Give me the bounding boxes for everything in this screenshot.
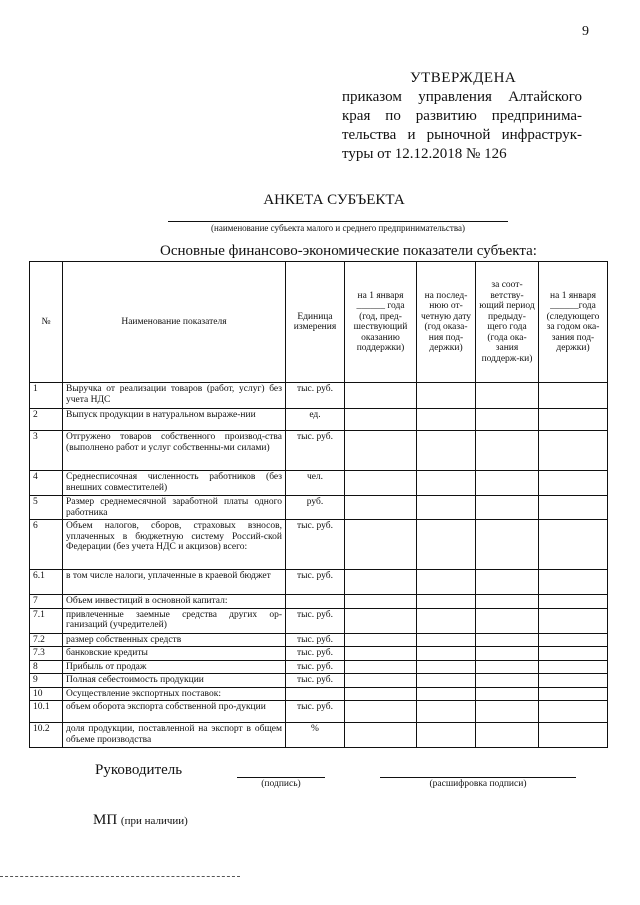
value-prev-year[interactable] xyxy=(345,723,417,748)
value-prev-period[interactable] xyxy=(476,701,539,723)
value-next-year[interactable] xyxy=(539,595,608,609)
table-row xyxy=(30,674,608,688)
row-number: 6.1 xyxy=(30,570,63,595)
subject-name-caption: (наименование субъекта малого и среднего предпринимательства) xyxy=(211,223,465,233)
value-prev-period[interactable] xyxy=(476,723,539,748)
row-number: 4 xyxy=(30,471,63,496)
value-prev-period[interactable] xyxy=(476,496,539,520)
value-prev-year[interactable] xyxy=(345,431,417,471)
table-row xyxy=(30,660,608,674)
table-heading: Основные финансово-экономические показатели субъекта: xyxy=(160,243,537,259)
table-row xyxy=(30,701,608,723)
indicator-unit: тыс. руб. xyxy=(286,674,345,688)
header-prev-year: на 1 января ______ года (год, пред-шествующий оказанию поддержки) xyxy=(345,262,417,383)
value-next-year[interactable] xyxy=(539,409,608,431)
indicator-name: Выпуск продукции в натуральном выраже-нии xyxy=(63,409,286,431)
table-row xyxy=(30,647,608,661)
value-prev-year[interactable] xyxy=(345,520,417,570)
value-prev-period[interactable] xyxy=(476,471,539,496)
header-num: № xyxy=(30,262,63,383)
value-prev-year[interactable] xyxy=(345,409,417,431)
indicator-unit: чел. xyxy=(286,471,345,496)
header-next-year: на 1 января ______года (следующего за годом ока-зания под-держки) xyxy=(539,262,608,383)
value-prev-year[interactable] xyxy=(345,471,417,496)
value-next-year[interactable] xyxy=(539,471,608,496)
value-next-year[interactable] xyxy=(539,723,608,748)
table-row xyxy=(30,471,608,496)
value-prev-year[interactable] xyxy=(345,570,417,595)
row-number: 7.1 xyxy=(30,608,63,633)
value-last-date[interactable] xyxy=(417,595,476,609)
header-name: Наименование показателя xyxy=(63,262,286,383)
value-next-year[interactable] xyxy=(539,608,608,633)
value-last-date[interactable] xyxy=(417,608,476,633)
value-prev-period[interactable] xyxy=(476,570,539,595)
indicator-unit: руб. xyxy=(286,496,345,520)
indicator-name: Осуществление экспортных поставок: xyxy=(63,687,286,701)
value-next-year[interactable] xyxy=(539,431,608,471)
value-last-date[interactable] xyxy=(417,660,476,674)
approval-block xyxy=(342,88,582,164)
indicator-name: в том числе налоги, уплаченные в краевой бюджет xyxy=(63,570,286,595)
approval-line: края по развитию предпринима- xyxy=(342,108,582,124)
row-number: 7.2 xyxy=(30,633,63,647)
header-last-date: на послед-нюю от-четную дату (год оказа-ния под-держки) xyxy=(417,262,476,383)
indicator-name: объем оборота экспорта собственной про-дукции xyxy=(63,701,286,723)
row-number: 7.3 xyxy=(30,647,63,661)
value-prev-year[interactable] xyxy=(345,496,417,520)
value-prev-period[interactable] xyxy=(476,595,539,609)
indicator-unit: % xyxy=(286,723,345,748)
head-label: Руководитель xyxy=(95,762,183,778)
value-prev-period[interactable] xyxy=(476,647,539,661)
value-prev-year[interactable] xyxy=(345,633,417,647)
value-last-date[interactable] xyxy=(417,687,476,701)
value-next-year[interactable] xyxy=(539,674,608,688)
table-row xyxy=(30,520,608,570)
value-last-date[interactable] xyxy=(417,570,476,595)
indicator-unit: тыс. руб. xyxy=(286,701,345,723)
value-prev-year[interactable] xyxy=(345,647,417,661)
indicator-unit xyxy=(286,687,345,701)
row-number: 8 xyxy=(30,660,63,674)
row-number: 1 xyxy=(30,383,63,409)
value-last-date[interactable] xyxy=(417,409,476,431)
indicator-unit: тыс. руб. xyxy=(286,431,345,471)
indicator-name: Полная себестоимость продукции xyxy=(63,674,286,688)
value-last-date[interactable] xyxy=(417,383,476,409)
value-next-year[interactable] xyxy=(539,633,608,647)
table-row xyxy=(30,431,608,471)
value-next-year[interactable] xyxy=(539,570,608,595)
row-number: 5 xyxy=(30,496,63,520)
indicator-name: Отгружено товаров собственного производ-ства (выполнено работ и услуг собственны-ми силами) xyxy=(63,431,286,471)
row-number: 2 xyxy=(30,409,63,431)
value-last-date[interactable] xyxy=(417,431,476,471)
value-next-year[interactable] xyxy=(539,687,608,701)
indicator-name: банковские кредиты xyxy=(63,647,286,661)
indicator-name: Объем инвестиций в основной капитал: xyxy=(63,595,286,609)
value-prev-year[interactable] xyxy=(345,383,417,409)
value-prev-period[interactable] xyxy=(476,409,539,431)
value-prev-year[interactable] xyxy=(345,701,417,723)
table-row xyxy=(30,570,608,595)
indicator-name: доля продукции, поставленной на экспорт в общем объеме производства xyxy=(63,723,286,748)
indicator-unit: тыс. руб. xyxy=(286,570,345,595)
page-bottom-rule xyxy=(0,876,240,877)
table-row xyxy=(30,687,608,701)
value-last-date[interactable] xyxy=(417,723,476,748)
indicator-name: Объем налогов, сборов, страховых взносов, уплаченных в бюджетную систему Россий-ской Федерации (без учета НДС и акцизов) всего: xyxy=(63,520,286,570)
indicator-unit: тыс. руб. xyxy=(286,383,345,409)
approval-line: туры от 12.12.2018 № 126 xyxy=(342,146,507,162)
value-prev-year[interactable] xyxy=(345,687,417,701)
value-prev-period[interactable] xyxy=(476,608,539,633)
value-next-year[interactable] xyxy=(539,660,608,674)
indicator-name: размер собственных средств xyxy=(63,633,286,647)
indicator-name: Прибыль от продаж xyxy=(63,660,286,674)
subject-name-line[interactable] xyxy=(168,221,508,222)
indicator-unit xyxy=(286,595,345,609)
row-number: 9 xyxy=(30,674,63,688)
table-row xyxy=(30,409,608,431)
approval-line: тельства и рыночной инфраструк- xyxy=(342,127,582,143)
signature-decode-line[interactable] xyxy=(380,777,576,778)
value-prev-period[interactable] xyxy=(476,431,539,471)
value-prev-year[interactable] xyxy=(345,660,417,674)
indicator-unit: ед. xyxy=(286,409,345,431)
value-prev-year[interactable] xyxy=(345,674,417,688)
value-next-year[interactable] xyxy=(539,520,608,570)
value-last-date[interactable] xyxy=(417,471,476,496)
indicator-name: Размер среднемесячной заработной платы одного работника xyxy=(63,496,286,520)
header-unit: Единица измерения xyxy=(286,262,345,383)
value-next-year[interactable] xyxy=(539,496,608,520)
value-last-date[interactable] xyxy=(417,647,476,661)
value-prev-year[interactable] xyxy=(345,608,417,633)
table-row xyxy=(30,723,608,748)
value-last-date[interactable] xyxy=(417,701,476,723)
indicator-name: Выручка от реализации товаров (работ, услуг) без учета НДС xyxy=(63,383,286,409)
value-last-date[interactable] xyxy=(417,633,476,647)
value-prev-period[interactable] xyxy=(476,383,539,409)
row-number: 10.1 xyxy=(30,701,63,723)
value-prev-period[interactable] xyxy=(476,633,539,647)
indicator-name: привлеченные заемные средства других ор-ганизаций (учредителей) xyxy=(63,608,286,633)
value-last-date[interactable] xyxy=(417,496,476,520)
row-number: 7 xyxy=(30,595,63,609)
indicators-table xyxy=(29,261,608,748)
table-header-row xyxy=(30,262,608,383)
indicator-unit: тыс. руб. xyxy=(286,647,345,661)
approval-title: УТВЕРЖДЕНА xyxy=(410,70,517,86)
table-row xyxy=(30,496,608,520)
row-number: 10 xyxy=(30,687,63,701)
indicator-unit: тыс. руб. xyxy=(286,520,345,570)
value-next-year[interactable] xyxy=(539,647,608,661)
value-next-year[interactable] xyxy=(539,383,608,409)
indicator-unit: тыс. руб. xyxy=(286,633,345,647)
approval-line: приказом управления Алтайского xyxy=(342,89,582,105)
signature-line[interactable] xyxy=(237,777,325,778)
form-title: АНКЕТА СУБЪЕКТА xyxy=(263,192,405,208)
indicator-unit: тыс. руб. xyxy=(286,608,345,633)
indicator-unit: тыс. руб. xyxy=(286,660,345,674)
stamp-text: МП xyxy=(93,812,118,828)
signature-caption: (подпись) xyxy=(261,779,301,789)
row-number: 10.2 xyxy=(30,723,63,748)
value-last-date[interactable] xyxy=(417,520,476,570)
indicator-name: Среднесписочная численность работников (без внешних совместителей) xyxy=(63,471,286,496)
value-prev-year[interactable] xyxy=(345,595,417,609)
value-prev-period[interactable] xyxy=(476,674,539,688)
row-number: 3 xyxy=(30,431,63,471)
value-last-date[interactable] xyxy=(417,674,476,688)
table-row xyxy=(30,633,608,647)
page-number: 9 xyxy=(582,24,589,39)
stamp-label xyxy=(93,812,188,829)
table-row xyxy=(30,595,608,609)
table-row xyxy=(30,608,608,633)
table-row xyxy=(30,383,608,409)
value-prev-period[interactable] xyxy=(476,520,539,570)
value-next-year[interactable] xyxy=(539,701,608,723)
signature-decode-caption: (расшифровка подписи) xyxy=(429,779,527,789)
row-number: 6 xyxy=(30,520,63,570)
header-prev-period: за соот-ветству-ющий период предыду-щего года (года ока-зания поддерж-ки) xyxy=(476,262,539,383)
value-prev-period[interactable] xyxy=(476,660,539,674)
stamp-note: (при наличии) xyxy=(120,815,188,827)
value-prev-period[interactable] xyxy=(476,687,539,701)
